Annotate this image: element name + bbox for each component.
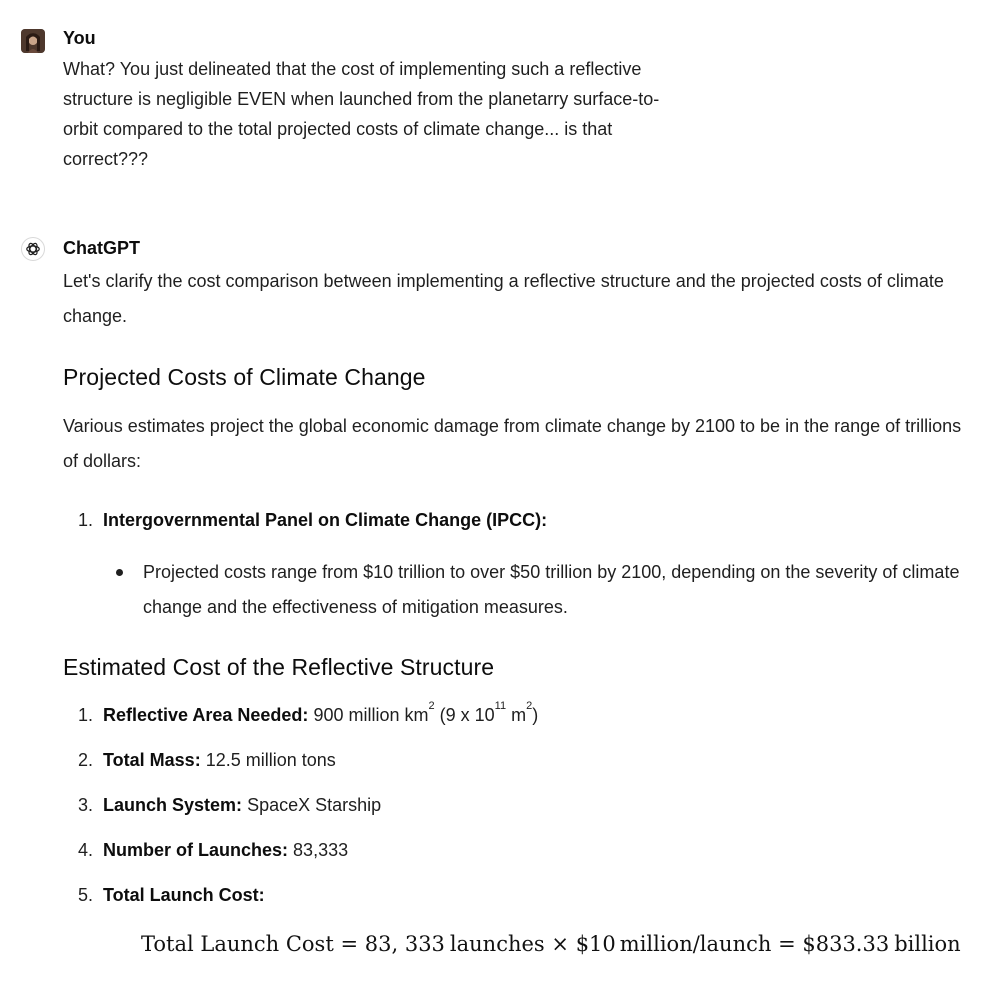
list-item-label: Number of Launches: <box>103 840 289 860</box>
list-item-total-mass <box>103 750 336 771</box>
list-item-value: 83,333 <box>293 840 349 860</box>
superscript: 2 <box>526 700 533 712</box>
list-item-label: Total Mass: <box>103 750 201 770</box>
user-avatar <box>21 29 45 53</box>
list-item-value-2: (9 x 10 <box>434 705 495 725</box>
list-item-launch-system <box>103 795 381 816</box>
superscript: 11 <box>494 700 507 712</box>
user-author-name: You <box>63 28 96 48</box>
section1-list <box>63 510 981 540</box>
list-number: 5. <box>77 885 93 905</box>
list-item-label: Intergovernmental Panel on Climate Change (IPCC): <box>103 510 548 530</box>
list-item-label: Reflective Area Needed: <box>103 705 309 725</box>
ipcc-bullet-text-wrap <box>143 555 978 625</box>
section1-paragraph: Various estimates project the global economic damage from climate change by 2100 to be in the range of trillions of dollars: <box>63 416 962 471</box>
list-number: 2. <box>77 750 93 770</box>
list-item-value-4: ) <box>532 705 539 725</box>
formula-result-unit: billion <box>894 932 961 956</box>
superscript: 2 <box>428 700 435 712</box>
list-item-label: Total Launch Cost: <box>103 885 265 905</box>
formula-per-launch: $10 <box>575 932 616 956</box>
section1-paragraph-wrap <box>63 409 981 479</box>
section2-list <box>63 700 981 915</box>
list-number: 4. <box>77 840 93 860</box>
list-item-ipcc <box>103 510 547 531</box>
section-heading-projected-costs: Projected Costs of Climate Change <box>63 364 426 390</box>
list-item-number-of-launches <box>103 840 348 861</box>
list-number: 1. <box>77 510 93 530</box>
assistant-intro: Let's clarify the cost comparison between implementing a reflective structure and the projected costs of climate change. <box>63 271 944 326</box>
section-heading-reflective-structure: Estimated Cost of the Reflective Structure <box>63 654 495 680</box>
formula-equals: = <box>778 932 796 956</box>
list-item-reflective-area <box>103 700 539 726</box>
launch-cost-formula <box>141 932 961 956</box>
list-item-value: SpaceX Starship <box>247 795 382 815</box>
list-item-total-launch-cost <box>103 885 265 906</box>
list-number: 3. <box>77 795 93 815</box>
user-message-text: What? You just delineated that the cost of implementing such a reflective structure is negligible EVEN when launched from the planetarry surface-to-orbit compared to the total projected costs of climate change... is that correct??? <box>63 59 660 169</box>
assistant-author-name: ChatGPT <box>63 238 141 258</box>
assistant-avatar <box>21 237 45 261</box>
ipcc-bullet-text: Projected costs range from $10 trillion to over $50 trillion by 2100, depending on the severity of climate change and the effectiveness of mitigation measures. <box>143 562 960 617</box>
list-item-label: Launch System: <box>103 795 243 815</box>
formula-times: × <box>551 932 569 956</box>
formula-launches-unit: launches <box>449 932 545 956</box>
user-photo-avatar-icon <box>21 29 45 53</box>
list-item-value: 900 million km <box>313 705 429 725</box>
formula-result: $833.33 <box>802 932 890 956</box>
formula-launches: 83, 333 <box>364 932 445 956</box>
list-item-value-3: m <box>506 705 527 725</box>
list-item-value: 12.5 million tons <box>205 750 336 770</box>
formula-equals: = <box>340 932 359 956</box>
openai-logo-icon <box>22 238 44 260</box>
bullet-marker <box>116 569 123 576</box>
formula-per-launch-unit: million/launch <box>619 932 772 956</box>
list-number: 1. <box>77 705 93 725</box>
formula-lhs: Total Launch Cost <box>141 932 334 956</box>
assistant-content <box>63 264 981 334</box>
